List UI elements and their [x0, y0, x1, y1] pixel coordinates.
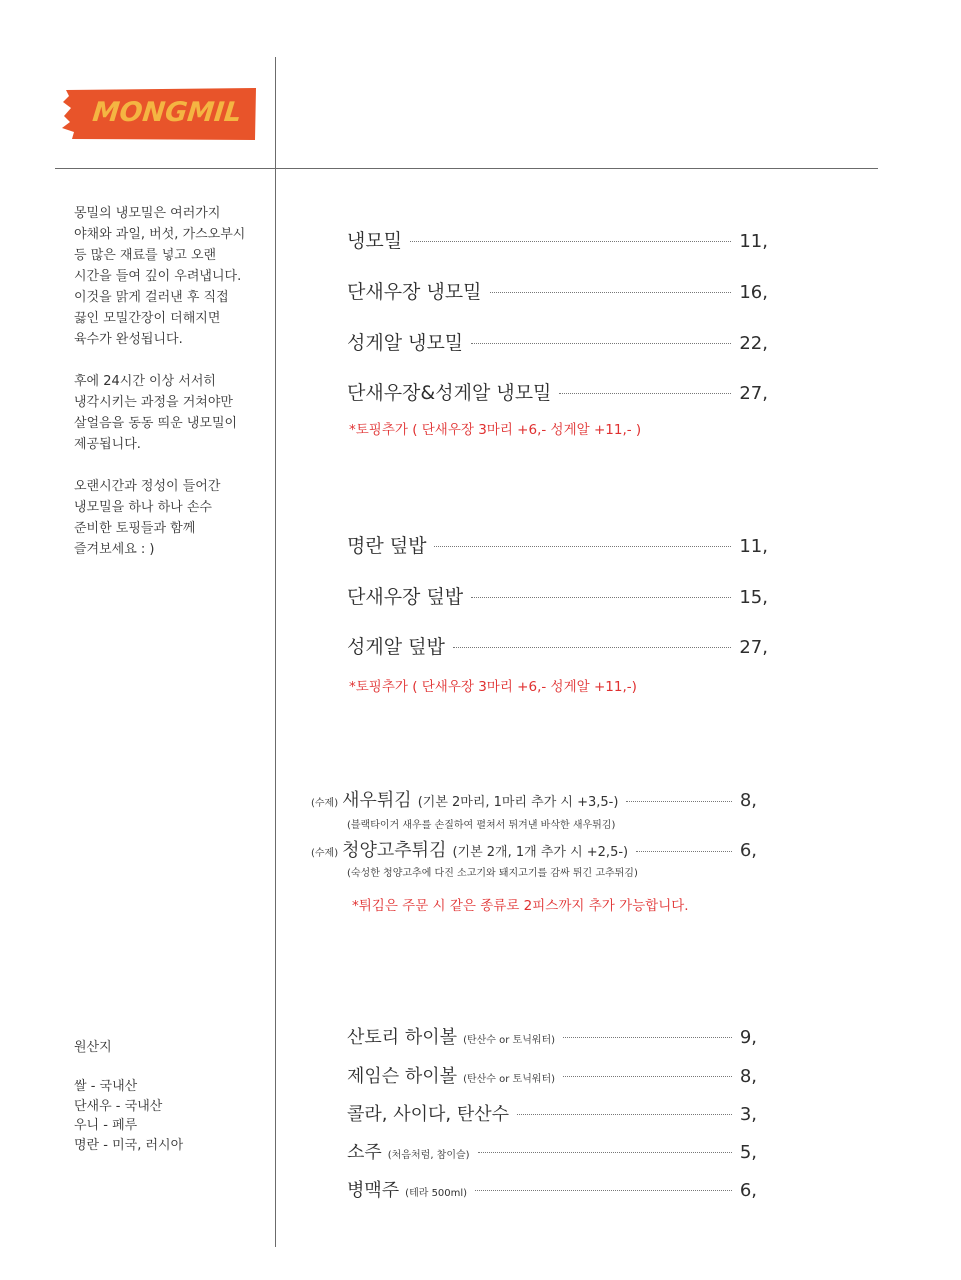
menu-item-name: 냉모밀 [347, 230, 403, 252]
menu-item-name: 성게알 덮밥 [347, 636, 445, 658]
menu-item-price: 11, [739, 231, 768, 252]
menu-item-price: 9, [739, 1027, 757, 1048]
intro-text [74, 203, 274, 581]
origin-item: 단새우 - 국내산 [74, 1098, 163, 1114]
menu-item-soft-drinks [347, 1100, 757, 1126]
menu-item-price: 6, [739, 840, 757, 861]
menu-item-combo-naengmomil [347, 378, 768, 405]
menu-item-prefix: (수제) [311, 848, 339, 859]
leader-dots [563, 1037, 732, 1038]
menu-item-name: 산토리 하이볼 [347, 1027, 458, 1048]
leader-dots [478, 1152, 732, 1153]
menu-item-name: 새우튀김 [342, 790, 412, 811]
menu-item-name: 단새우장 냉모밀 [347, 281, 482, 303]
intro-paragraph: 오랜시간과 정성이 들어간 냉모밀을 하나 하나 손수 준비한 토핑들과 함께 즐겨보세요 : ) [74, 479, 221, 557]
leader-dots [517, 1114, 732, 1115]
leader-dots [563, 1076, 732, 1077]
menu-item-description: (숙성한 청양고추에 다진 소고기와 돼지고기를 감싸 튀긴 고추튀김) [347, 868, 638, 879]
menu-item-price: 6, [739, 1180, 757, 1201]
logo-text: MONGMIL [91, 97, 244, 128]
brand-logo [62, 88, 257, 140]
leader-dots [471, 597, 731, 598]
menu-item-description: (블랙타이거 새우를 손질하여 펼쳐서 튀겨낸 바삭한 새우튀김) [347, 820, 616, 831]
menu-item-dansaeu-deopbap [347, 582, 768, 609]
menu-item-price: 8, [739, 1066, 757, 1087]
menu-item-name: 성게알 냉모밀 [347, 332, 464, 354]
menu-item-name: 단새우장 덮밥 [347, 586, 464, 608]
fried-note: *튀김은 주문 시 같은 종류로 2피스까지 추가 가능합니다. [352, 898, 689, 914]
menu-item-spec: (기본 2개, 1개 추가 시 +2,5-) [452, 845, 629, 860]
leader-dots [490, 292, 732, 293]
menu-item-sub: (처음처럼, 참이슬) [387, 1150, 470, 1161]
menu-item-shrimp-tempura [311, 786, 757, 812]
vertical-divider [275, 57, 276, 1247]
rice-topping-note: *토핑추가 ( 단새우장 3마리 +6,- 성게알 +11,-) [349, 679, 637, 695]
menu-item-name: 명란 덮밥 [347, 535, 427, 557]
intro-paragraph: 후에 24시간 이상 서서히 냉각시키는 과정을 거쳐야만 살얼음을 동동 띄운 냉모밀이 제공됩니다. [74, 374, 238, 452]
menu-item-dansaeu-naengmomil [347, 277, 768, 304]
menu-item-price: 27, [739, 637, 768, 658]
menu-item-naengmomil [347, 226, 768, 253]
menu-item-soju [347, 1138, 757, 1164]
menu-item-suntory-highball [347, 1023, 757, 1049]
menu-item-seonggeal-naengmomil [347, 328, 768, 355]
menu-item-myeongran-deopbap [347, 531, 768, 558]
origin-section [74, 1038, 183, 1155]
leader-dots [475, 1190, 732, 1191]
menu-item-price: 3, [739, 1104, 757, 1125]
menu-item-sub: (탄산수 or 토닉워터) [463, 1035, 556, 1046]
origin-item: 명란 - 미국, 러시아 [74, 1137, 184, 1153]
leader-dots [626, 801, 731, 802]
menu-item-jameson-highball [347, 1062, 757, 1088]
menu-item-price: 8, [739, 790, 757, 811]
menu-item-price: 27, [739, 383, 768, 404]
menu-item-prefix: (수제) [311, 798, 339, 809]
menu-item-name: 제임슨 하이볼 [347, 1066, 458, 1087]
menu-item-price: 5, [739, 1142, 757, 1163]
noodles-topping-note: *토핑추가 ( 단새우장 3마리 +6,- 성게알 +11,- ) [349, 422, 642, 438]
leader-dots [410, 241, 731, 242]
leader-dots [636, 851, 732, 852]
menu-item-name: 병맥주 [347, 1180, 400, 1201]
horizontal-divider [55, 168, 878, 169]
origin-item: 우니 - 페루 [74, 1118, 138, 1133]
leader-dots [559, 393, 731, 394]
menu-item-sub: (탄산수 or 토닉워터) [463, 1074, 556, 1085]
leader-dots [434, 546, 731, 547]
menu-item-price: 11, [739, 536, 768, 557]
menu-item-pepper-tempura [311, 836, 757, 862]
menu-item-bottled-beer [347, 1176, 757, 1202]
menu-item-name: 소주 [347, 1142, 382, 1163]
menu-item-sub: (테라 500ml) [405, 1188, 468, 1199]
menu-item-price: 15, [739, 587, 768, 608]
origin-item: 쌀 - 국내산 [74, 1079, 138, 1094]
menu-item-price: 16, [739, 282, 768, 303]
leader-dots [453, 647, 732, 648]
menu-item-name: 단새우장&성게알 냉모밀 [347, 382, 552, 404]
leader-dots [471, 343, 731, 344]
menu-item-price: 22, [739, 333, 768, 354]
menu-item-name: 콜라, 사이다, 탄산수 [347, 1104, 509, 1125]
menu-item-name: 청양고추튀김 [342, 840, 447, 861]
intro-paragraph: 몽밀의 냉모밀은 여러가지 야채와 과일, 버섯, 가스오부시 등 많은 재료를 넣고 오랜 시간을 들여 깊이 우려냅니다. 이것을 맑게 걸러낸 후 직접 끓인 모밀간장이 더해지면 육수가 완성됩니다. [74, 206, 246, 347]
origin-title: 원산지 [74, 1040, 112, 1055]
menu-item-seonggeal-deopbap [347, 632, 768, 659]
menu-item-spec: (기본 2마리, 1마리 추가 시 +3,5-) [417, 795, 619, 810]
